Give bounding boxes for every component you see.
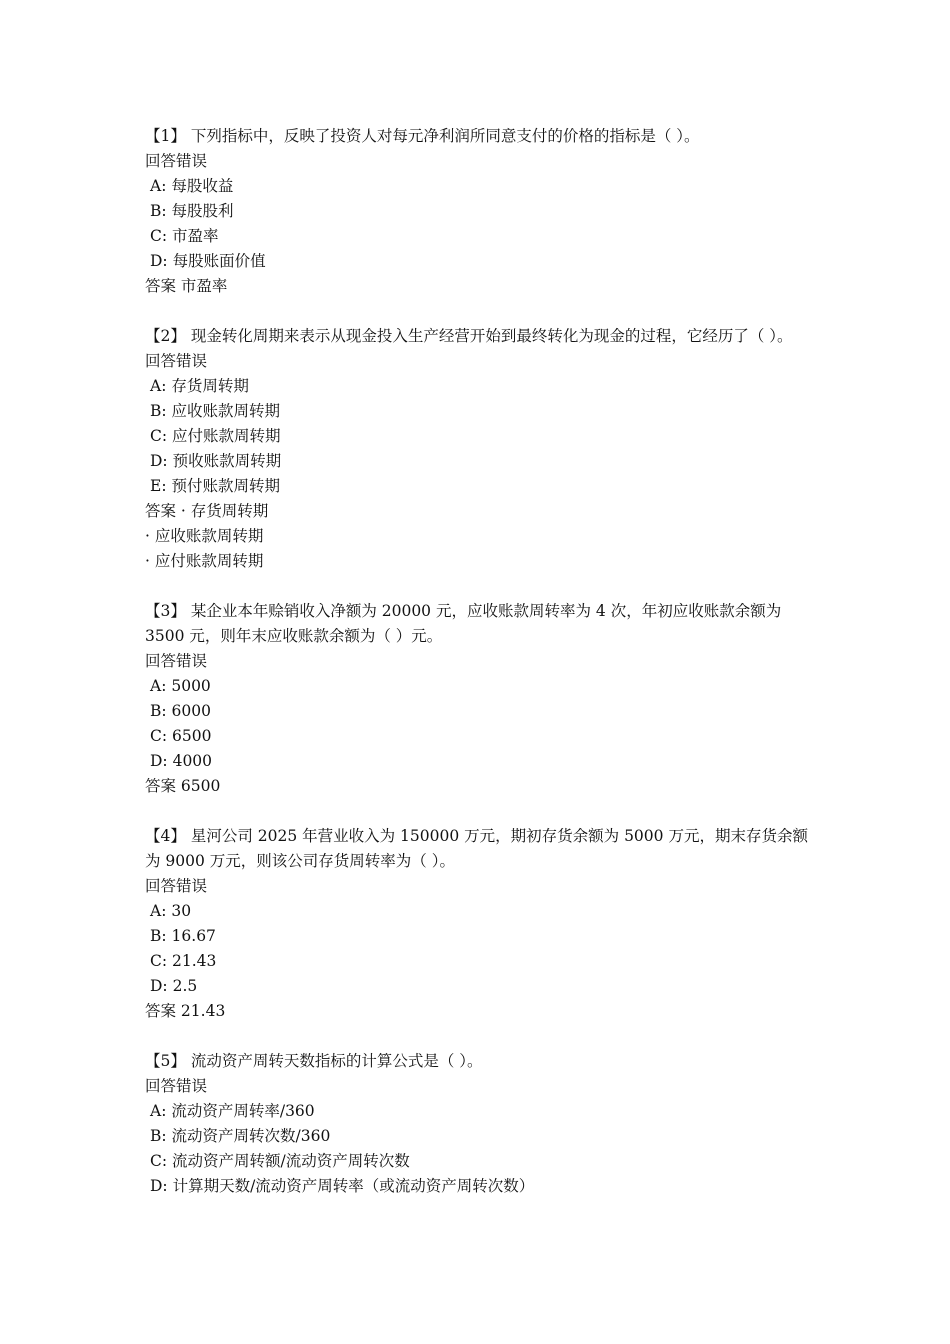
question-stem [145,824,817,874]
option-c: C: 6500 [150,727,212,745]
answer-status: 回答错误 [145,877,208,895]
question-number: 【1】 [145,127,186,145]
option-d: D: 4000 [150,752,213,770]
question-number: 【2】 [145,327,186,345]
question-2 [145,324,817,574]
option-b: B: 流动资产周转次数/360 [150,1127,331,1145]
option-c: C: 流动资产周转额/流动资产周转次数 [150,1152,410,1170]
answer-status: 回答错误 [145,1077,208,1095]
question-text: 某企业本年赊销收入净额为 20000 元，应收账款周转率为 4 次，年初应收账款余额为 3500 元，则年末应收账款余额为（ ）元。 [145,602,782,645]
question-number: 【5】 [145,1052,186,1070]
question-number: 【4】 [145,827,186,845]
question-stem [145,1049,817,1074]
correct-answer-item: · 应付账款周转期 [145,552,264,570]
correct-answer: 答案 6500 [145,777,221,795]
option-a: A: 30 [150,902,192,920]
option-d: D: 计算期天数/流动资产周转率（或流动资产周转次数） [150,1177,535,1195]
question-text: 下列指标中，反映了投资人对每元净利润所同意支付的价格的指标是（ ）。 [190,127,700,145]
question-3 [145,599,817,799]
correct-answer: 答案 21.43 [145,1002,226,1020]
answer-status: 回答错误 [145,652,208,670]
option-c: C: 21.43 [150,952,217,970]
option-a: A: 存货周转期 [150,377,249,395]
option-d: D: 每股账面价值 [150,252,266,270]
option-d: D: 2.5 [150,977,198,995]
option-b: B: 6000 [150,702,211,720]
option-c: C: 市盈率 [150,227,219,245]
correct-answer: 答案 市盈率 [145,277,228,295]
option-d: D: 预收账款周转期 [150,452,282,470]
question-1 [145,124,817,299]
answer-status: 回答错误 [145,352,208,370]
question-5 [145,1049,817,1199]
option-a: A: 流动资产周转率/360 [150,1102,315,1120]
document-page [145,124,817,1224]
correct-answer: 答案 · 存货周转期 [145,502,269,520]
option-c: C: 应付账款周转期 [150,427,281,445]
option-b: B: 每股股利 [150,202,234,220]
question-text: 流动资产周转天数指标的计算公式是（ ）。 [190,1052,483,1070]
question-text: 现金转化周期来表示从现金投入生产经营开始到最终转化为现金的过程，它经历了（ ）。 [190,327,793,345]
question-stem [145,324,817,349]
option-a: A: 每股收益 [150,177,234,195]
question-text: 星河公司 2025 年营业收入为 150000 万元，期初存货余额为 5000 万元，期末存货余额为 9000 万元，则该公司存货周转率为（ ）。 [145,827,808,870]
option-a: A: 5000 [150,677,211,695]
option-e: E: 预付账款周转期 [150,477,280,495]
question-stem [145,599,817,649]
answer-status: 回答错误 [145,152,208,170]
correct-answer-item: · 应收账款周转期 [145,527,264,545]
option-b: B: 应收账款周转期 [150,402,281,420]
question-number: 【3】 [145,602,186,620]
question-4 [145,824,817,1024]
question-stem [145,124,817,149]
option-b: B: 16.67 [150,927,216,945]
